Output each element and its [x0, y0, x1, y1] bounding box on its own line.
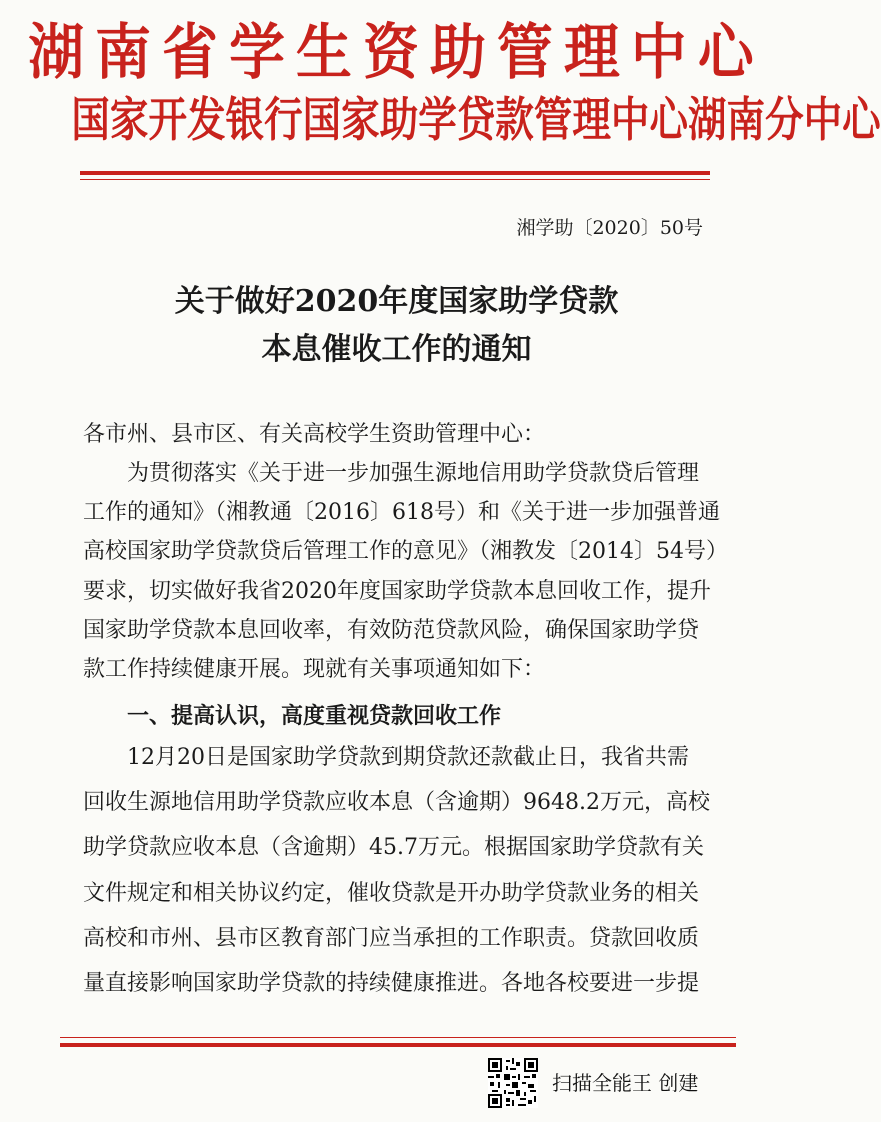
- body-line: 文件规定和相关协议约定，催收贷款是开办助学贷款业务的相关: [83, 881, 700, 906]
- document-title-line1: 关于做好2020年度国家助学贷款: [174, 284, 619, 319]
- body-line: 要求，切实做好我省2020年度国家助学贷款本息回收工作，提升: [83, 579, 711, 604]
- header-divider-thin: [80, 179, 710, 180]
- body-line: 回收生源地信用助学贷款应收本息（含逾期）9648.2万元，高校: [83, 790, 710, 815]
- body-line: 为贯彻落实《关于进一步加强生源地信用助学贷款贷后管理: [83, 461, 700, 486]
- qr-code-icon: [488, 1058, 538, 1108]
- org-name-line1: 湖南省学生资助管理中心: [28, 18, 765, 88]
- scanner-watermark: 扫描全能王 创建: [552, 1071, 699, 1095]
- body-line: 助学贷款应收本息（含逾期）45.7万元。根据国家助学贷款有关: [83, 835, 704, 860]
- section-heading: 一、提高认识，高度重视贷款回收工作: [83, 704, 502, 729]
- body-line: 12月20日是国家助学贷款到期贷款还款截止日，我省共需: [83, 745, 689, 770]
- body-line: 量直接影响国家助学贷款的持续健康推进。各地各校要进一步提: [83, 971, 700, 996]
- body-line: 高校和市州、县市区教育部门应当承担的工作职责。贷款回收质: [83, 926, 700, 951]
- org-name-line2: 国家开发银行国家助学贷款管理中心湖南分中心: [71, 93, 881, 148]
- body-line: 高校国家助学贷款贷后管理工作的意见》（湘教发〔2014〕54号）: [83, 539, 728, 564]
- document-title-line2: 本息催收工作的通知: [261, 332, 532, 367]
- footer-divider-thick: [60, 1043, 736, 1047]
- footer-divider-thin: [60, 1037, 736, 1038]
- body-line: 工作的通知》（湘教通〔2016〕618号）和《关于进一步加强普通: [83, 500, 720, 525]
- document-number: 湘学助〔2020〕50号: [516, 217, 703, 239]
- body-line: 国家助学贷款本息回收率，有效防范贷款风险，确保国家助学贷: [83, 618, 700, 643]
- body-line: 款工作持续健康开展。现就有关事项通知如下：: [83, 657, 546, 682]
- salutation: 各市州、县市区、有关高校学生资助管理中心：: [83, 422, 546, 447]
- header-divider-thick: [80, 171, 710, 175]
